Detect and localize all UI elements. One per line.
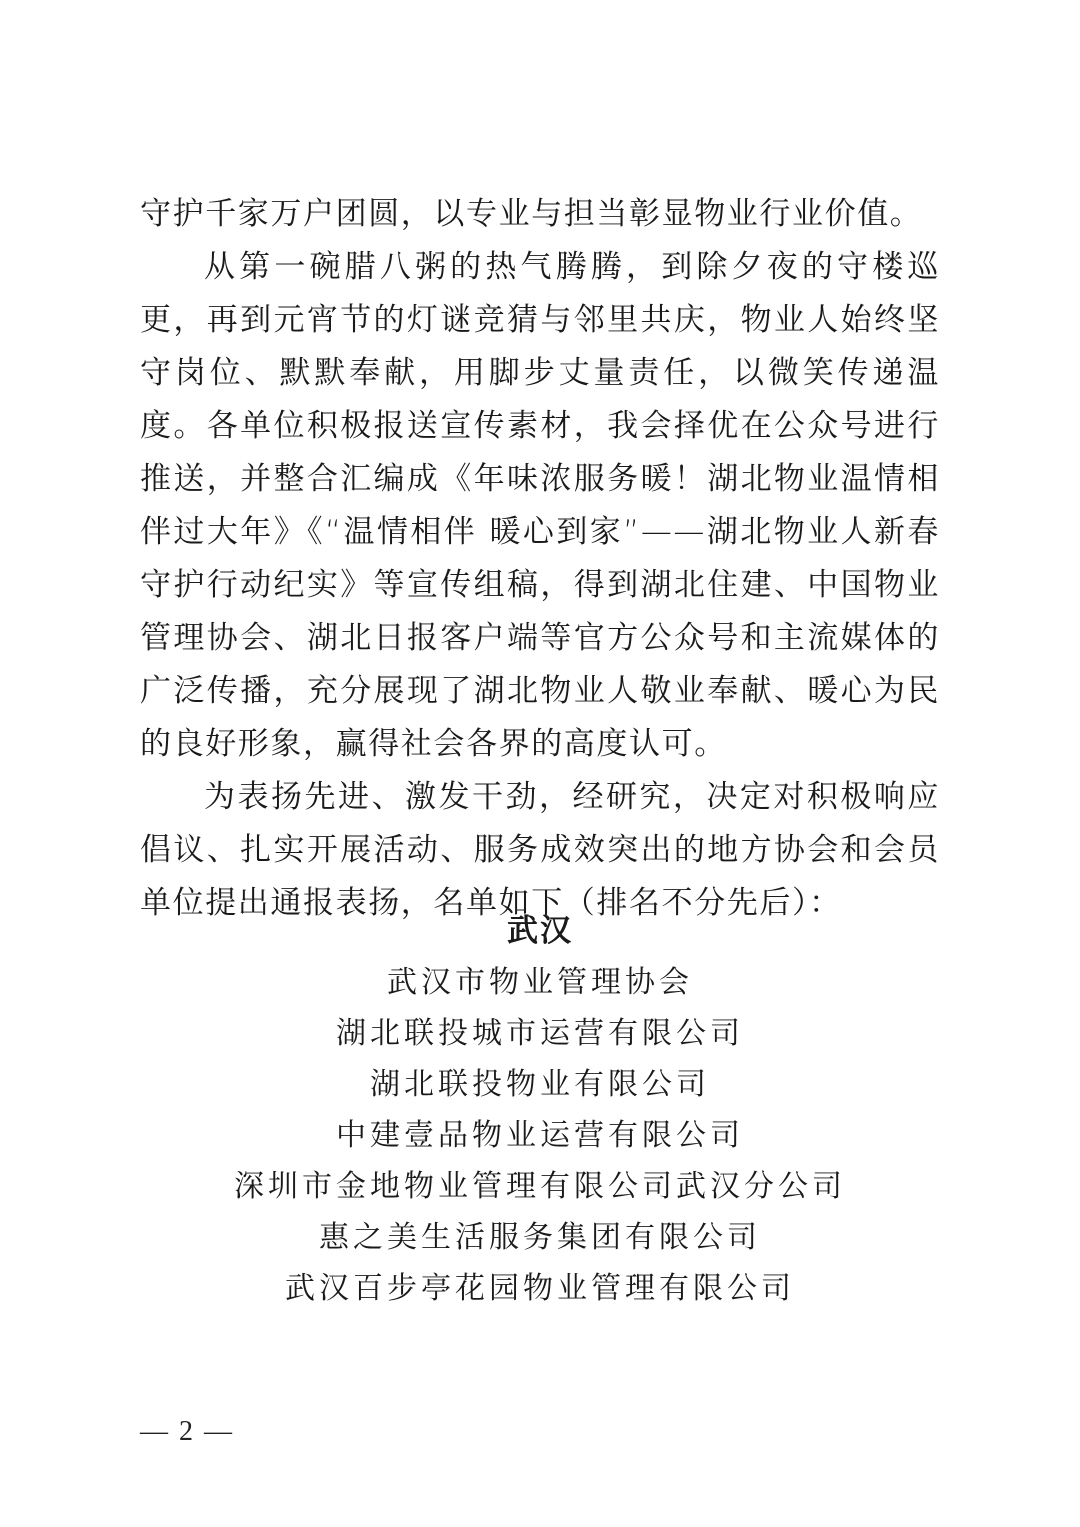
page-number: — 2 — bbox=[140, 1416, 234, 1447]
org-list-item: 湖北联投城市运营有限公司 bbox=[336, 1016, 744, 1051]
paragraph-festival-service: 从第一碗腊八粥的热气腾腾，到除夕夜的守楼巡更，再到元宵节的灯谜竞猜与邻里共庆，物业人始终坚守岗位、默默奉献，用脚步丈量责任，以微笑传递温度。各单位积极报送宣传素材，我会择优在公众号进行推送，并整合汇编成《年味浓服务暖！湖北物业温情相伴过大年》《“温情相伴 暖心到家”——湖北物业人新春守护行动纪实》等宣传组稿，得到湖北住建、中国物业管理协会、湖北日报客户端等官方公众号和主流媒体的广泛传播，充分展现了湖北物业人敬业奉献、暖心为民的良好形象，赢得社会各界的高度认可。 bbox=[140, 249, 940, 762]
honor-list bbox=[140, 905, 940, 1314]
org-list-item: 武汉百步亭花园物业管理有限公司 bbox=[285, 1271, 795, 1306]
org-list-item: 惠之美生活服务集团有限公司 bbox=[319, 1220, 761, 1255]
org-list-item: 深圳市金地物业管理有限公司武汉分公司 bbox=[234, 1169, 846, 1204]
org-list-item: 武汉市物业管理协会 bbox=[387, 965, 693, 1000]
paragraph-commendation-decision: 为表扬先进、激发干劲，经研究，决定对积极响应倡议、扎实开展活动、服务成效突出的地方协会和会员单位提出通报表扬，名单如下（排名不分先后）： bbox=[140, 779, 940, 921]
document-body bbox=[140, 188, 940, 930]
region-title-wuhan: 武汉 bbox=[507, 913, 573, 949]
org-list-item: 湖北联投物业有限公司 bbox=[370, 1067, 710, 1102]
org-list-item: 中建壹品物业运营有限公司 bbox=[336, 1118, 744, 1153]
paragraph-continuation: 守护千家万户团圆，以专业与担当彰显物业行业价值。 bbox=[140, 196, 923, 232]
